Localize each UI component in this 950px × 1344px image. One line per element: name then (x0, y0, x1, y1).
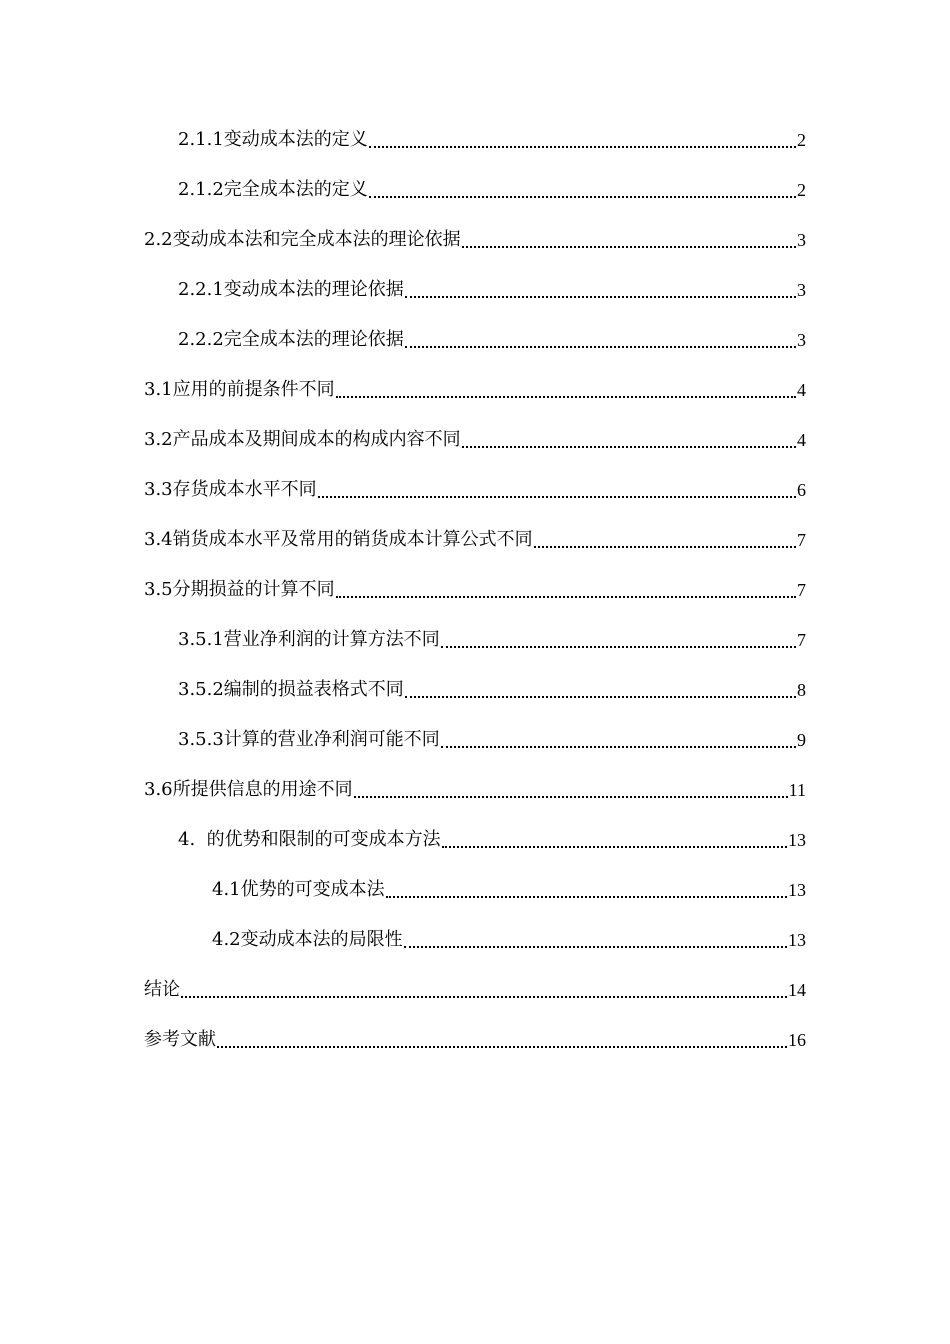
toc-dot-leader (462, 415, 796, 465)
toc-entry-title: 3.1应用的前提条件不同 (144, 379, 335, 400)
toc-page-number: 2 (797, 130, 806, 150)
toc-entry[interactable] (178, 815, 806, 865)
toc-entry[interactable] (178, 615, 806, 665)
toc-entry-title: 3.5.3计算的营业净利润可能不同 (178, 729, 440, 750)
toc-dot-leader (404, 915, 787, 965)
toc-dot-leader (369, 165, 796, 215)
toc-page-number: 3 (797, 280, 806, 300)
toc-dot-leader (181, 965, 787, 1015)
toc-entry[interactable] (144, 465, 806, 515)
toc-page-number: 6 (797, 480, 806, 500)
toc-entry-title: 3.2产品成本及期间成本的构成内容不同 (144, 429, 461, 450)
toc-page-number: 13 (788, 880, 806, 900)
toc-entry-title: 4.2变动成本法的局限性 (212, 929, 403, 950)
toc-entry[interactable] (144, 515, 806, 565)
toc-page-number: 14 (788, 980, 806, 1000)
toc-entry-title: 结论 (144, 979, 180, 1000)
toc-page-number: 8 (797, 680, 806, 700)
toc-entry-title: 4. 的优势和限制的可变成本方法 (178, 829, 441, 850)
toc-entry-title: 3.5分期损益的计算不同 (144, 579, 335, 600)
toc-dot-leader (441, 615, 796, 665)
toc-entry[interactable] (178, 715, 806, 765)
toc-entry-title: 3.5.1营业净利润的计算方法不同 (178, 629, 440, 650)
toc-page-number: 13 (788, 930, 806, 950)
toc-entry[interactable] (178, 115, 806, 165)
toc-dot-leader (386, 865, 787, 915)
toc-entry-title: 2.2变动成本法和完全成本法的理论依据 (144, 229, 461, 250)
toc-dot-leader (354, 765, 788, 815)
toc-entry[interactable] (212, 915, 806, 965)
toc-page-number: 11 (788, 780, 806, 800)
toc-dot-leader (441, 715, 796, 765)
toc-entry-title: 3.4销货成本水平及常用的销货成本计算公式不同 (144, 529, 533, 550)
toc-entry[interactable] (144, 1015, 806, 1065)
toc-page-number: 4 (797, 430, 806, 450)
toc-dot-leader (462, 215, 796, 265)
toc-entry-title: 3.3存货成本水平不同 (144, 479, 317, 500)
toc-dot-leader (369, 115, 796, 165)
toc-page-number: 4 (797, 380, 806, 400)
toc-dot-leader (405, 665, 796, 715)
toc-page-number: 16 (788, 1030, 806, 1050)
toc-page-number: 9 (797, 730, 806, 750)
toc-entry[interactable] (212, 865, 806, 915)
toc-entry-title: 2.2.1变动成本法的理论依据 (178, 279, 404, 300)
toc-dot-leader (217, 1015, 787, 1065)
toc-entry[interactable] (144, 965, 806, 1015)
toc-page-number: 13 (788, 830, 806, 850)
toc-dot-leader (336, 365, 796, 415)
toc-dot-leader (534, 515, 796, 565)
toc-dot-leader (442, 815, 787, 865)
toc-entry[interactable] (144, 215, 806, 265)
toc-dot-leader (318, 465, 796, 515)
toc-entry[interactable] (178, 165, 806, 215)
toc-entry-title: 2.1.1变动成本法的定义 (178, 129, 368, 150)
toc-entry-title: 4.1优势的可变成本法 (212, 879, 385, 900)
toc-page-number: 3 (797, 230, 806, 250)
toc-entry-title: 3.5.2编制的损益表格式不同 (178, 679, 404, 700)
toc-entry[interactable] (178, 665, 806, 715)
toc-entry[interactable] (144, 415, 806, 465)
toc-dot-leader (336, 565, 796, 615)
toc-entry[interactable] (144, 565, 806, 615)
toc-entry[interactable] (178, 315, 806, 365)
toc-entry[interactable] (144, 365, 806, 415)
toc-dot-leader (405, 315, 796, 365)
toc-entry-title: 2.1.2完全成本法的定义 (178, 179, 368, 200)
toc-page-number: 7 (797, 580, 806, 600)
toc-entry-title: 2.2.2完全成本法的理论依据 (178, 329, 404, 350)
toc-dot-leader (405, 265, 796, 315)
toc-entry[interactable] (144, 765, 806, 815)
toc-page-number: 7 (797, 530, 806, 550)
toc-entry-title: 3.6所提供信息的用途不同 (144, 779, 353, 800)
toc-entry[interactable] (178, 265, 806, 315)
toc-entry-title: 参考文献 (144, 1029, 216, 1050)
toc-page-number: 2 (797, 180, 806, 200)
toc-page-number: 3 (797, 330, 806, 350)
toc-page-number: 7 (797, 630, 806, 650)
